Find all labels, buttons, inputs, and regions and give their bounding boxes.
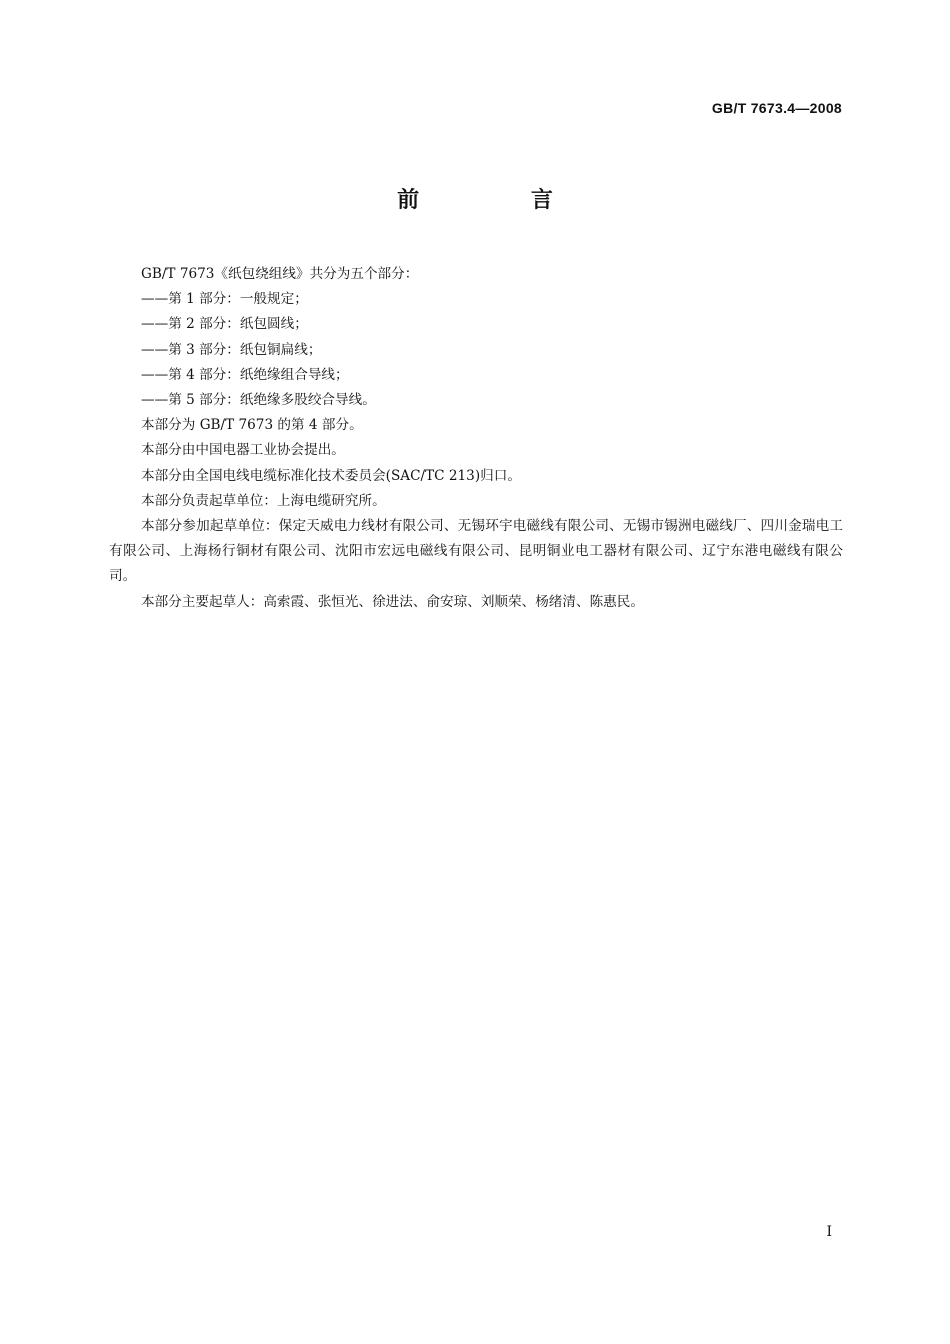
list-item-part-4: ——第 4 部分：纸绝缘组合导线；	[141, 366, 349, 383]
paragraph-scope: 本部分为 GB/T 7673 的第 4 部分。	[141, 417, 363, 434]
page-number: I	[826, 1224, 832, 1240]
paragraph-proposer: 本部分由中国电器工业协会提出。	[141, 442, 345, 459]
list-item-part-5: ——第 5 部分：纸绝缘多股绞合导线。	[141, 392, 376, 409]
list-item-part-2: ——第 2 部分：纸包圆线；	[141, 316, 308, 333]
paragraph-lead-drafter: 本部分负责起草单位：上海电缆研究所。	[141, 492, 386, 509]
paragraph-committee: 本部分由全国电线电缆标准化技术委员会(SAC/TC 213)归口。	[141, 467, 521, 484]
paragraph-main-drafters: 本部分主要起草人：高索霞、张恒光、徐进法、俞安琼、刘顺荣、杨绪清、陈惠民。	[141, 593, 644, 610]
list-item-part-3: ——第 3 部分：纸包铜扁线；	[141, 341, 322, 358]
standard-code: GB/T 7673.4—2008	[711, 100, 842, 116]
foreword-body	[109, 262, 843, 615]
list-item-part-1: ——第 1 部分：一般规定；	[141, 291, 308, 308]
paragraph-intro: GB/T 7673《纸包绕组线》共分为五个部分：	[141, 266, 419, 282]
paragraph-participating-drafters: 本部分参加起草单位：保定天威电力线材有限公司、无锡环宇电磁线有限公司、无锡市锡洲电磁线厂、四川金瑞电工有限公司、上海杨行铜材有限公司、沈阳市宏远电磁线有限公司、昆明铜业电工器材有限公司、辽宁东港电磁线有限公司。	[109, 518, 843, 585]
page-title: 前 言	[397, 188, 605, 213]
